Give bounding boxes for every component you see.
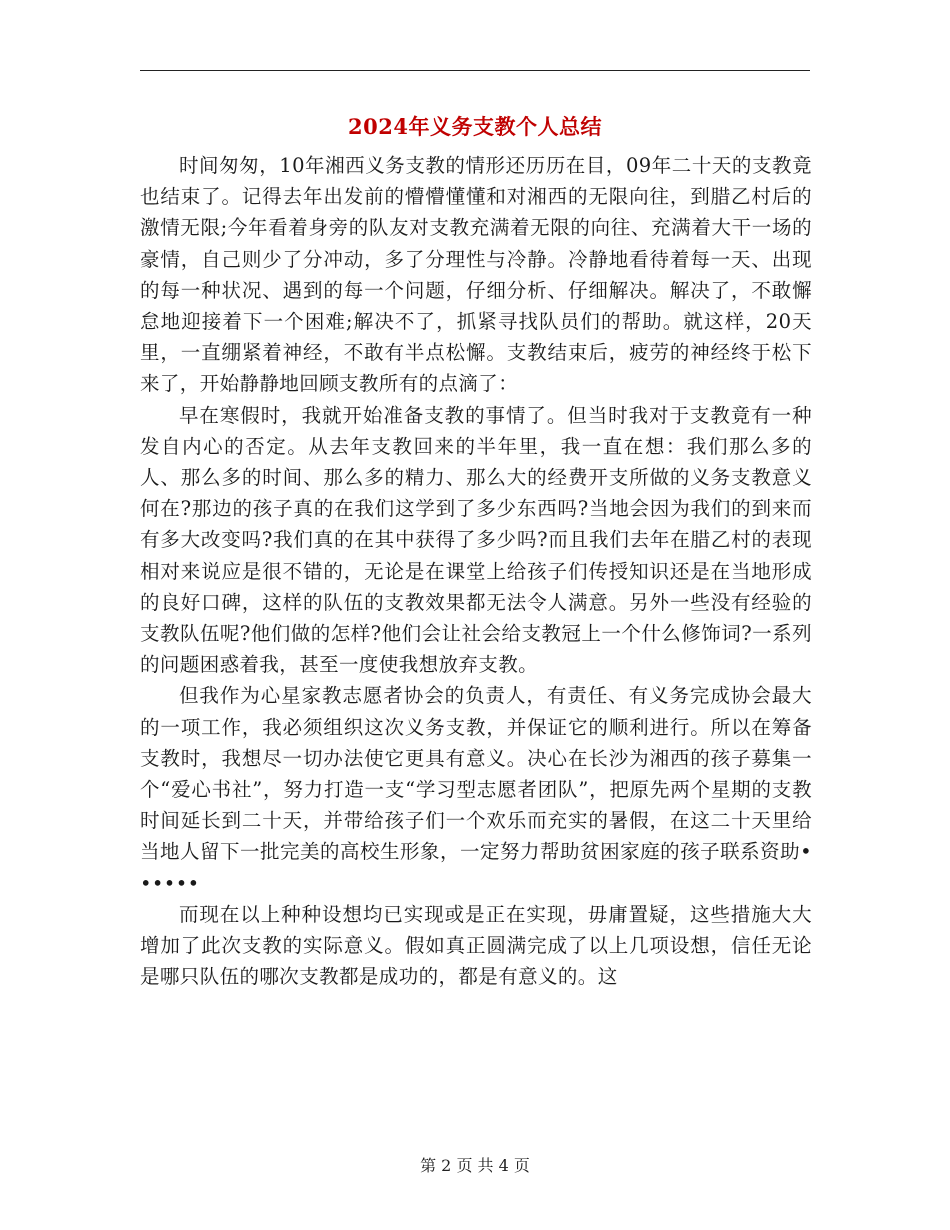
paragraph-3: 但我作为心星家教志愿者协会的负责人，有责任、有义务完成协会最大的一项工作，我必须组织这次义务支教，并保证它的顺利进行。所以在筹备支教时，我想尽一切办法使它更具有意义。决心在长沙为湘西的孩子募集一个“爱心书社”，努力打造一支“学习型志愿者团队”，把原先两个星期的支教时间延长到二十天，并带给孩子们一个欢乐而充实的暑假，在这二十天里给当地人留下一批完美的高校生形象，一定努力帮助贫困家庭的孩子联系资助•••••• xyxy=(140,684,812,895)
header-rule xyxy=(140,70,810,71)
document-title: 2024年义务支教个人总结 xyxy=(348,114,602,139)
paragraph-4: 而现在以上种种设想均已实现或是正在实现，毋庸置疑，这些措施大大增加了此次支教的实际意义。假如真正圆满完成了以上几项设想，信任无论是哪只队伍的哪次支教都是成功的，都是有意义的。这 xyxy=(140,902,812,989)
page-number: 第 2 页 共 4 页 xyxy=(420,1156,530,1175)
paragraph-1: 时间匆匆，10年湘西义务支教的情形还历历在目，09年二十天的支教竟也结束了。记得去年出发前的懵懵懂懂和对湘西的无限向往，到腊乙村后的激情无限;今年看着身旁的队友对支教充满着无限的向往、充满着大干一场的豪情，自己则少了分冲动，多了分理性与冷静。冷静地看待着每一天、出现的每一种状况、遇到的每一个问题，仔细分析、仔细解决。解决了，不敢懈怠地迎接着下一个困难;解决不了，抓紧寻找队员们的帮助。就这样，20天里，一直绷紧着神经，不敢有半点松懈。支教结束后，疲劳的神经终于松下来了，开始静静地回顾支教所有的点滴了： xyxy=(140,154,812,396)
paragraph-2: 早在寒假时，我就开始准备支教的事情了。但当时我对于支教竟有一种发自内心的否定。从去年支教回来的半年里，我一直在想：我们那么多的人、那么多的时间、那么多的精力、那么大的经费开支所做的义务支教意义何在?那边的孩子真的在我们这学到了多少东西吗?当地会因为我们的到来而有多大改变吗?我们真的在其中获得了多少吗?而且我们去年在腊乙村的表现相对来说应是很不错的，无论是在课堂上给孩子们传授知识还是在当地形成的良好口碑，这样的队伍的支教效果都无法令人满意。另外一些没有经验的支教队伍呢?他们做的怎样?他们会让社会给支教冠上一个什么修饰词?一系列的问题困惑着我，甚至一度使我想放弃支教。 xyxy=(140,403,812,677)
page-footer xyxy=(0,1155,950,1177)
document-body xyxy=(140,150,812,992)
